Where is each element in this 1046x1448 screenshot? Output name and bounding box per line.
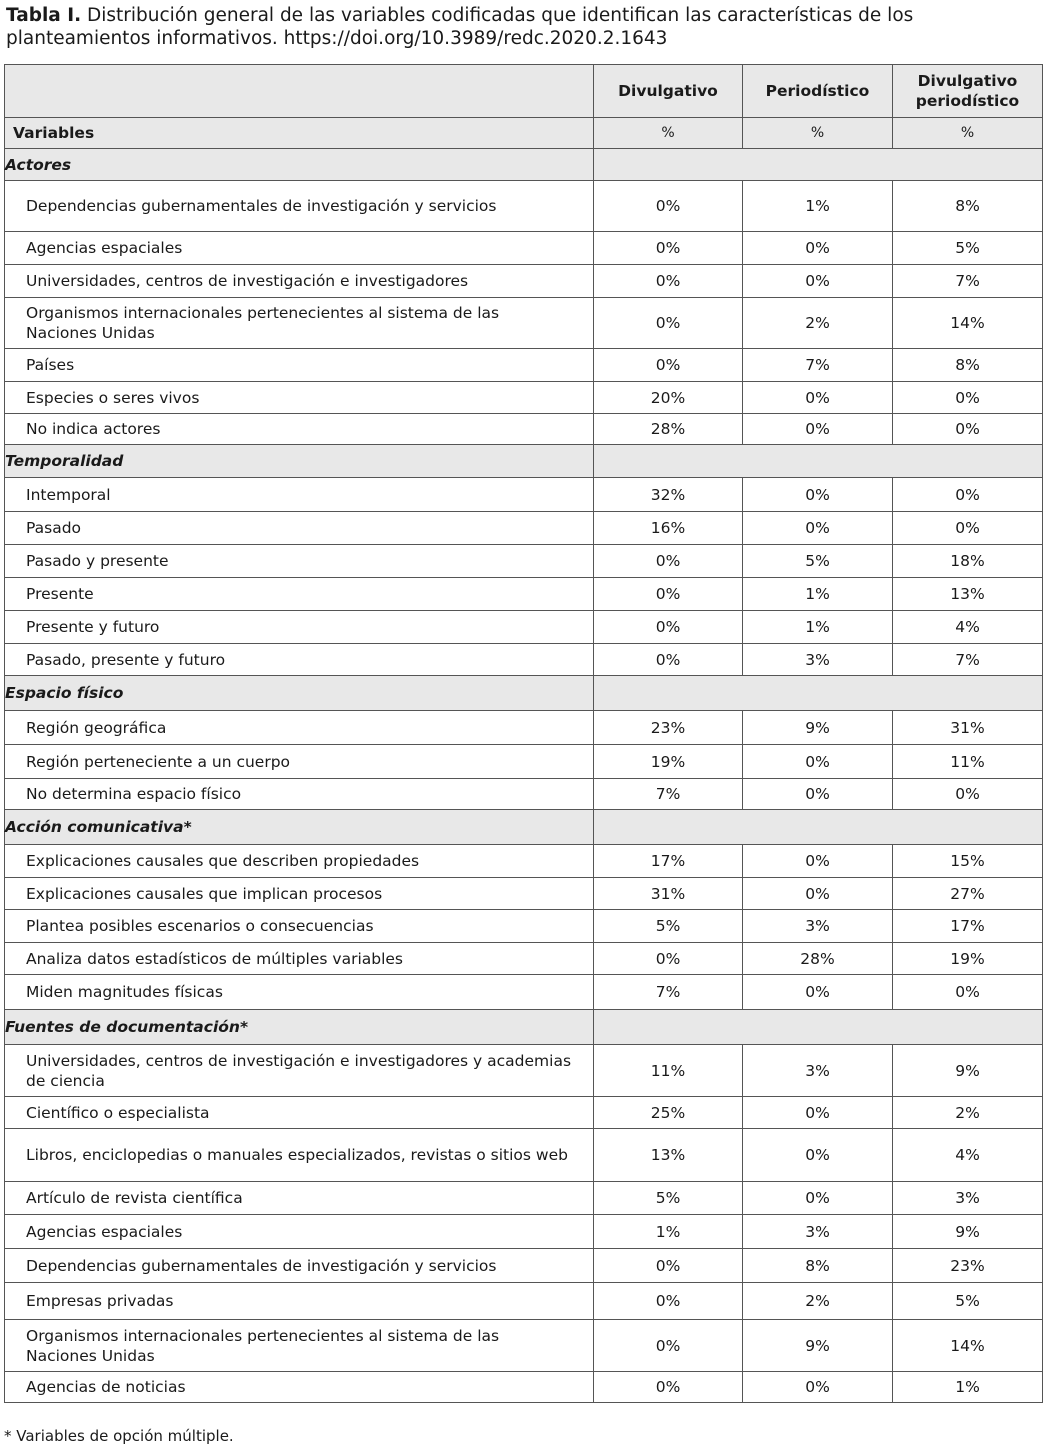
value-cell: 0% [594,1372,743,1403]
section-title: Acción comunicativa* [5,810,594,845]
value-cell: 0% [743,975,893,1010]
table-row [5,611,1043,644]
unit-label: % [743,118,893,149]
value-cell: 0% [594,1320,743,1372]
row-label: Explicaciones causales que implican procesos [5,878,594,910]
value-cell: 0% [743,232,893,265]
row-label: Agencias espaciales [5,232,594,265]
value-cell: 5% [594,1182,743,1215]
section-title: Actores [5,149,594,181]
row-label: Universidades, centros de investigación e investigadores [5,265,594,298]
table-row [5,232,1043,265]
value-cell: 32% [594,478,743,512]
row-label: Dependencias gubernamentales de investigación y servicios [5,181,594,232]
value-cell: 28% [594,414,743,445]
value-cell: 2% [743,1283,893,1320]
footnote: * Variables de opción múltiple. [4,1427,234,1445]
value-cell: 0% [893,414,1043,445]
column-header-periodistico: Periodístico [743,65,893,118]
row-label: Intemporal [5,478,594,512]
table-row [5,943,1043,975]
value-cell: 28% [743,943,893,975]
value-cell: 0% [594,611,743,644]
value-cell: 3% [743,1045,893,1097]
value-cell: 0% [743,1372,893,1403]
row-label: Especies o seres vivos [5,382,594,414]
value-cell: 7% [893,644,1043,676]
value-cell: 0% [743,1129,893,1182]
value-cell: 1% [743,611,893,644]
value-cell: 0% [893,512,1043,545]
row-label: Artículo de revista científica [5,1182,594,1215]
table-row [5,265,1043,298]
value-cell: 25% [594,1097,743,1129]
value-cell: 0% [743,745,893,779]
section-header-row [5,810,1043,845]
table-row [5,1045,1043,1097]
variables-label: Variables [5,118,594,149]
section-empty-cell [594,1010,1043,1045]
value-cell: 0% [743,414,893,445]
value-cell: 1% [893,1372,1043,1403]
value-cell: 15% [893,845,1043,878]
value-cell: 0% [594,644,743,676]
value-cell: 2% [743,298,893,349]
value-cell: 1% [743,181,893,232]
value-cell: 0% [743,845,893,878]
value-cell: 31% [893,711,1043,745]
value-cell: 0% [743,1097,893,1129]
table-row [5,975,1043,1010]
value-cell: 0% [594,349,743,382]
table-row [5,644,1043,676]
value-cell: 3% [743,1215,893,1249]
value-cell: 3% [743,644,893,676]
section-title: Temporalidad [5,445,594,478]
table-row [5,578,1043,611]
table-row [5,1372,1043,1403]
value-cell: 9% [743,1320,893,1372]
table-row [5,1320,1043,1372]
row-label: Organismos internacionales pertenecientes al sistema de las Naciones Unidas [5,298,594,349]
table-row [5,745,1043,779]
row-label: Organismos internacionales pertenecientes al sistema de las Naciones Unidas [5,1320,594,1372]
value-cell: 8% [893,349,1043,382]
value-cell: 0% [594,1249,743,1283]
caption-text: Distribución general de las variables codificadas que identifican las características de los planteamientos informativos. https://doi.org/10.3989/redc.2020.2.1643 [6,5,914,49]
row-label: Libros, enciclopedias o manuales especializados, revistas o sitios web [5,1129,594,1182]
value-cell: 3% [743,910,893,943]
value-cell: 0% [743,382,893,414]
value-cell: 5% [743,545,893,578]
row-label: Miden magnitudes físicas [5,975,594,1010]
value-cell: 0% [594,265,743,298]
table-row [5,1283,1043,1320]
value-cell: 20% [594,382,743,414]
value-cell: 14% [893,1320,1043,1372]
value-cell: 16% [594,512,743,545]
value-cell: 0% [594,545,743,578]
value-cell: 7% [743,349,893,382]
value-cell: 31% [594,878,743,910]
value-cell: 13% [893,578,1043,611]
value-cell: 0% [594,1283,743,1320]
table-row [5,1182,1043,1215]
value-cell: 13% [594,1129,743,1182]
value-cell: 5% [893,232,1043,265]
value-cell: 1% [594,1215,743,1249]
value-cell: 7% [893,265,1043,298]
data-table [4,64,1043,1403]
row-label: Científico o especialista [5,1097,594,1129]
section-empty-cell [594,149,1043,181]
section-title: Fuentes de documentación* [5,1010,594,1045]
value-cell: 1% [743,578,893,611]
value-cell: 19% [594,745,743,779]
header-blank-cell [5,65,594,118]
table-row [5,1215,1043,1249]
value-cell: 23% [594,711,743,745]
value-cell: 2% [893,1097,1043,1129]
row-label: Pasado [5,512,594,545]
value-cell: 14% [893,298,1043,349]
table-row [5,779,1043,810]
table-row [5,414,1043,445]
value-cell: 0% [594,943,743,975]
value-cell: 0% [893,382,1043,414]
value-cell: 11% [594,1045,743,1097]
value-cell: 0% [893,478,1043,512]
value-cell: 0% [743,779,893,810]
caption-label: Tabla I. [6,5,82,26]
value-cell: 9% [893,1215,1043,1249]
row-label: Región geográfica [5,711,594,745]
table-row [5,181,1043,232]
row-label: Agencias de noticias [5,1372,594,1403]
section-header-row [5,676,1043,711]
table-row [5,349,1043,382]
value-cell: 9% [743,711,893,745]
table-row [5,478,1043,512]
row-label: Presente [5,578,594,611]
section-title: Espacio físico [5,676,594,711]
section-empty-cell [594,445,1043,478]
table-row [5,1129,1043,1182]
value-cell: 0% [594,298,743,349]
value-cell: 19% [893,943,1043,975]
table-caption [6,4,1036,50]
value-cell: 0% [893,779,1043,810]
variables-row [5,118,1043,149]
value-cell: 9% [893,1045,1043,1097]
value-cell: 4% [893,611,1043,644]
column-header-row [5,65,1043,118]
value-cell: 0% [594,232,743,265]
row-label: Pasado, presente y futuro [5,644,594,676]
unit-label: % [594,118,743,149]
value-cell: 8% [743,1249,893,1283]
value-cell: 0% [594,578,743,611]
section-empty-cell [594,676,1043,711]
value-cell: 23% [893,1249,1043,1283]
value-cell: 18% [893,545,1043,578]
table-row [5,878,1043,910]
section-header-row [5,1010,1043,1045]
value-cell: 0% [743,512,893,545]
table-row [5,711,1043,745]
row-label: Agencias espaciales [5,1215,594,1249]
value-cell: 11% [893,745,1043,779]
value-cell: 17% [594,845,743,878]
table-row [5,910,1043,943]
row-label: Países [5,349,594,382]
value-cell: 0% [893,975,1043,1010]
value-cell: 7% [594,779,743,810]
row-label: Explicaciones causales que describen propiedades [5,845,594,878]
value-cell: 0% [743,1182,893,1215]
row-label: Analiza datos estadísticos de múltiples variables [5,943,594,975]
value-cell: 17% [893,910,1043,943]
table-row [5,512,1043,545]
row-label: No indica actores [5,414,594,445]
value-cell: 27% [893,878,1043,910]
row-label: Dependencias gubernamentales de investigación y servicios [5,1249,594,1283]
row-label: Universidades, centros de investigación e investigadores y academias de ciencia [5,1045,594,1097]
value-cell: 0% [743,878,893,910]
table-row [5,1097,1043,1129]
section-header-row [5,149,1043,181]
row-label: Región perteneciente a un cuerpo [5,745,594,779]
value-cell: 7% [594,975,743,1010]
row-label: Empresas privadas [5,1283,594,1320]
row-label: Plantea posibles escenarios o consecuencias [5,910,594,943]
table-row [5,845,1043,878]
value-cell: 8% [893,181,1043,232]
value-cell: 0% [743,478,893,512]
value-cell: 0% [743,265,893,298]
table-row [5,545,1043,578]
value-cell: 5% [594,910,743,943]
value-cell: 4% [893,1129,1043,1182]
section-header-row [5,445,1043,478]
section-empty-cell [594,810,1043,845]
value-cell: 0% [594,181,743,232]
value-cell: 5% [893,1283,1043,1320]
unit-label: % [893,118,1043,149]
table-row [5,1249,1043,1283]
row-label: Pasado y presente [5,545,594,578]
table-row [5,382,1043,414]
row-label: No determina espacio físico [5,779,594,810]
column-header-divulgativo: Divulgativo [594,65,743,118]
table-row [5,298,1043,349]
value-cell: 3% [893,1182,1043,1215]
column-header-divulgativo-periodistico: Divulgativo periodístico [893,65,1043,118]
row-label: Presente y futuro [5,611,594,644]
